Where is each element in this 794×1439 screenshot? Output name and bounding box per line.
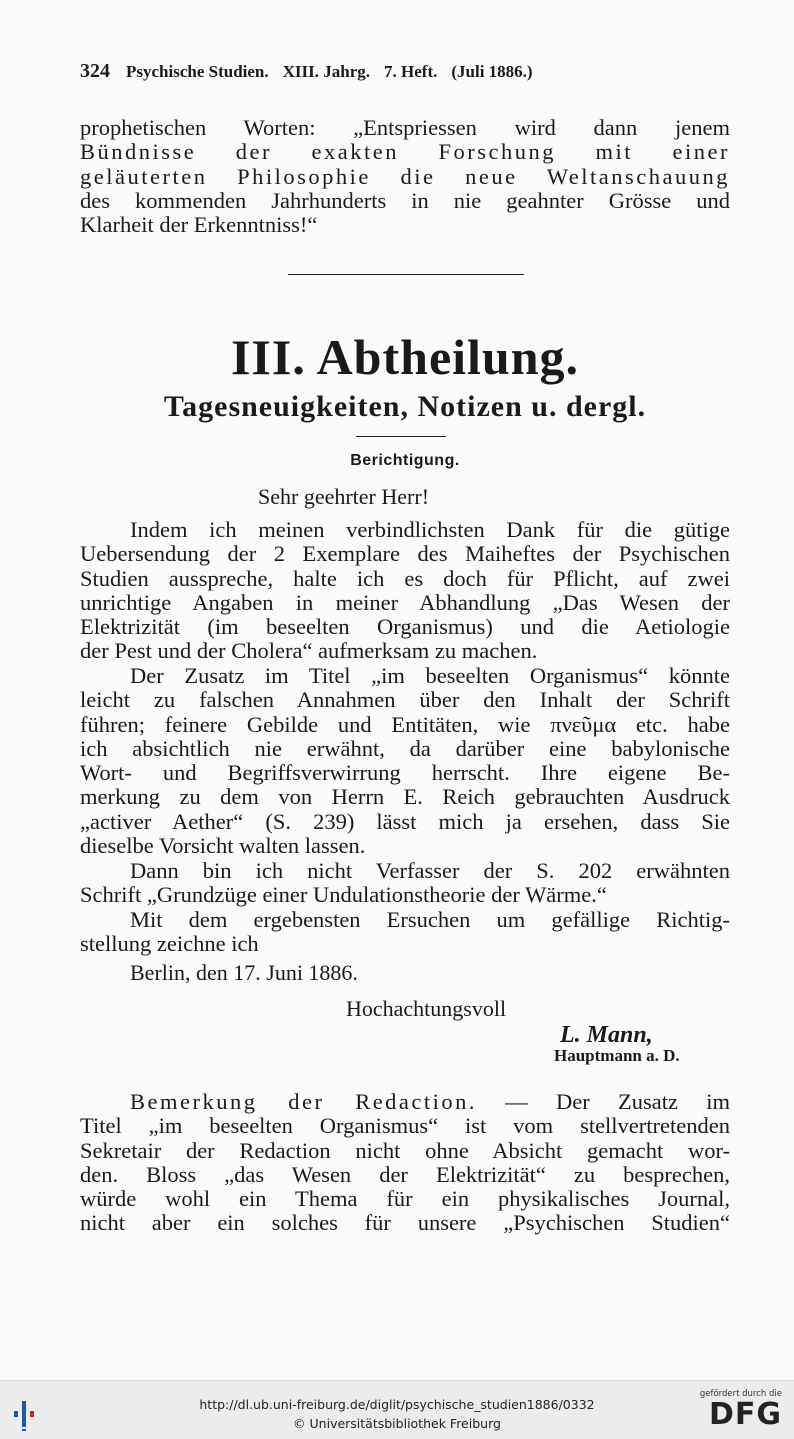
page-number: 324 bbox=[80, 60, 110, 82]
text-line: Titel „im beseelten Organismus“ ist vom stellvertretenden bbox=[80, 1113, 730, 1139]
text-line: Sekretair der Redaction nicht ohne Absicht gemacht wor- bbox=[80, 1137, 730, 1163]
short-divider bbox=[356, 436, 446, 437]
text-line: leicht zu falschen Annahmen über den Inhalt der Schrift bbox=[80, 687, 730, 713]
letter-closing: Hochachtungsvoll bbox=[346, 996, 507, 1021]
dfg-wordmark: DFG bbox=[708, 1397, 782, 1432]
text-line: prophetischen Worten: „Entspriessen wird dann jenem bbox=[80, 115, 730, 140]
copyright-notice: © Universitätsbibliothek Freiburg bbox=[293, 1416, 501, 1431]
text-line: Bündnisse der exakten Forschung mit einer bbox=[80, 139, 730, 165]
signature-title: Hauptmann a. D. bbox=[554, 1046, 680, 1065]
intro-paragraph bbox=[80, 116, 730, 237]
letter-paragraph-3 bbox=[80, 859, 730, 908]
text-line: würde wohl ein Thema für ein physikalisches Journal, bbox=[80, 1186, 730, 1212]
text-line: der Pest und der Cholera“ aufmerksam zu machen. bbox=[80, 638, 538, 664]
issue-date: (Juli 1886.) bbox=[451, 62, 533, 81]
text-line: stellung zeichne ich bbox=[80, 931, 259, 957]
text-line: Wort- und Begriffsverwirrung herrscht. Ihre eigene Be- bbox=[80, 760, 730, 786]
letter-paragraph-4 bbox=[80, 908, 730, 957]
issue: 7. Heft. bbox=[384, 62, 438, 81]
section-title: III. Abtheilung. bbox=[230, 329, 580, 385]
text-line: des kommenden Jahrhunderts in nie geahnter Grösse und bbox=[80, 187, 730, 213]
viewer-footer bbox=[0, 1380, 794, 1439]
editorial-remark bbox=[80, 1090, 730, 1236]
place-date: Berlin, den 17. Juni 1886. bbox=[130, 960, 358, 985]
text-line: unrichtige Angaben in meiner Abhandlung „Das Wesen der bbox=[80, 589, 730, 615]
text-line: geläuterten Philosophie die neue Weltanschauung bbox=[80, 163, 730, 189]
text-line: Uebersendung der 2 Exemplare des Maiheftes der Psychischen bbox=[80, 541, 730, 567]
signature-name: L. Mann, bbox=[560, 1022, 653, 1048]
remark-label: Bemerkung der Redaction. bbox=[130, 1089, 478, 1114]
text-line: dieselbe Vorsicht walten lassen. bbox=[80, 833, 366, 859]
text-line: Klarheit der Erkenntniss!“ bbox=[80, 212, 318, 238]
text-line: Mit dem ergebensten Ersuchen um gefällige Richtig- bbox=[130, 907, 730, 932]
article-heading: Berichtigung. bbox=[350, 452, 460, 469]
text-line: Dann bin ich nicht Verfasser der S. 202 erwähnten bbox=[130, 858, 730, 883]
section-subtitle: Tagesneuigkeiten, Notizen u. dergl. bbox=[163, 390, 647, 423]
text-line: „activer Aether“ (S. 239) lässt mich ja ersehen, dass Sie bbox=[80, 808, 730, 834]
text-line: führen; feinere Gebilde und Entitäten, wie πνεῦμα etc. habe bbox=[80, 711, 730, 737]
volume: XIII. Jahrg. bbox=[282, 62, 371, 81]
text-line: ich absichtlich nie erwähnt, da darüber eine babylonische bbox=[80, 735, 730, 761]
text-line: Studien ausspreche, halte ich es doch für Pflicht, auf zwei bbox=[80, 565, 730, 591]
text-line: Indem ich meinen verbindlichsten Dank für die gütige bbox=[130, 517, 730, 542]
text-line bbox=[80, 1090, 730, 1114]
text-line: Der Zusatz im Titel „im beseelten Organismus“ könnte bbox=[130, 663, 730, 688]
divider-rule bbox=[288, 274, 524, 275]
text-line: Elektrizität (im beseelten Organismus) und die Aetiologie bbox=[80, 614, 730, 640]
letter-salutation: Sehr geehrter Herr! bbox=[258, 484, 430, 509]
dfg-caption: gefördert durch die bbox=[699, 1389, 782, 1399]
journal-title: Psychische Studien. bbox=[126, 62, 269, 81]
letter-paragraph-2 bbox=[80, 664, 730, 858]
text-line: den. Bloss „das Wesen der Elektrizität“ zu besprechen, bbox=[80, 1161, 730, 1187]
dfg-logo bbox=[688, 1389, 782, 1435]
text-line: nicht aber ein solches für unsere „Psychischen Studien“ bbox=[80, 1210, 730, 1236]
remark-text: — Der Zusatz im bbox=[477, 1089, 730, 1114]
running-header bbox=[80, 60, 700, 83]
permalink-url[interactable]: http://dl.ub.uni-freiburg.de/diglit/psychische_studien1886/0332 bbox=[199, 1397, 595, 1412]
text-line: merkung zu dem von Herrn E. Reich gebrauchten Ausdruck bbox=[80, 784, 730, 810]
letter-paragraph-1 bbox=[80, 518, 730, 664]
text-line: Schrift „Grundzüge einer Undulationstheorie der Wärme.“ bbox=[80, 882, 607, 908]
